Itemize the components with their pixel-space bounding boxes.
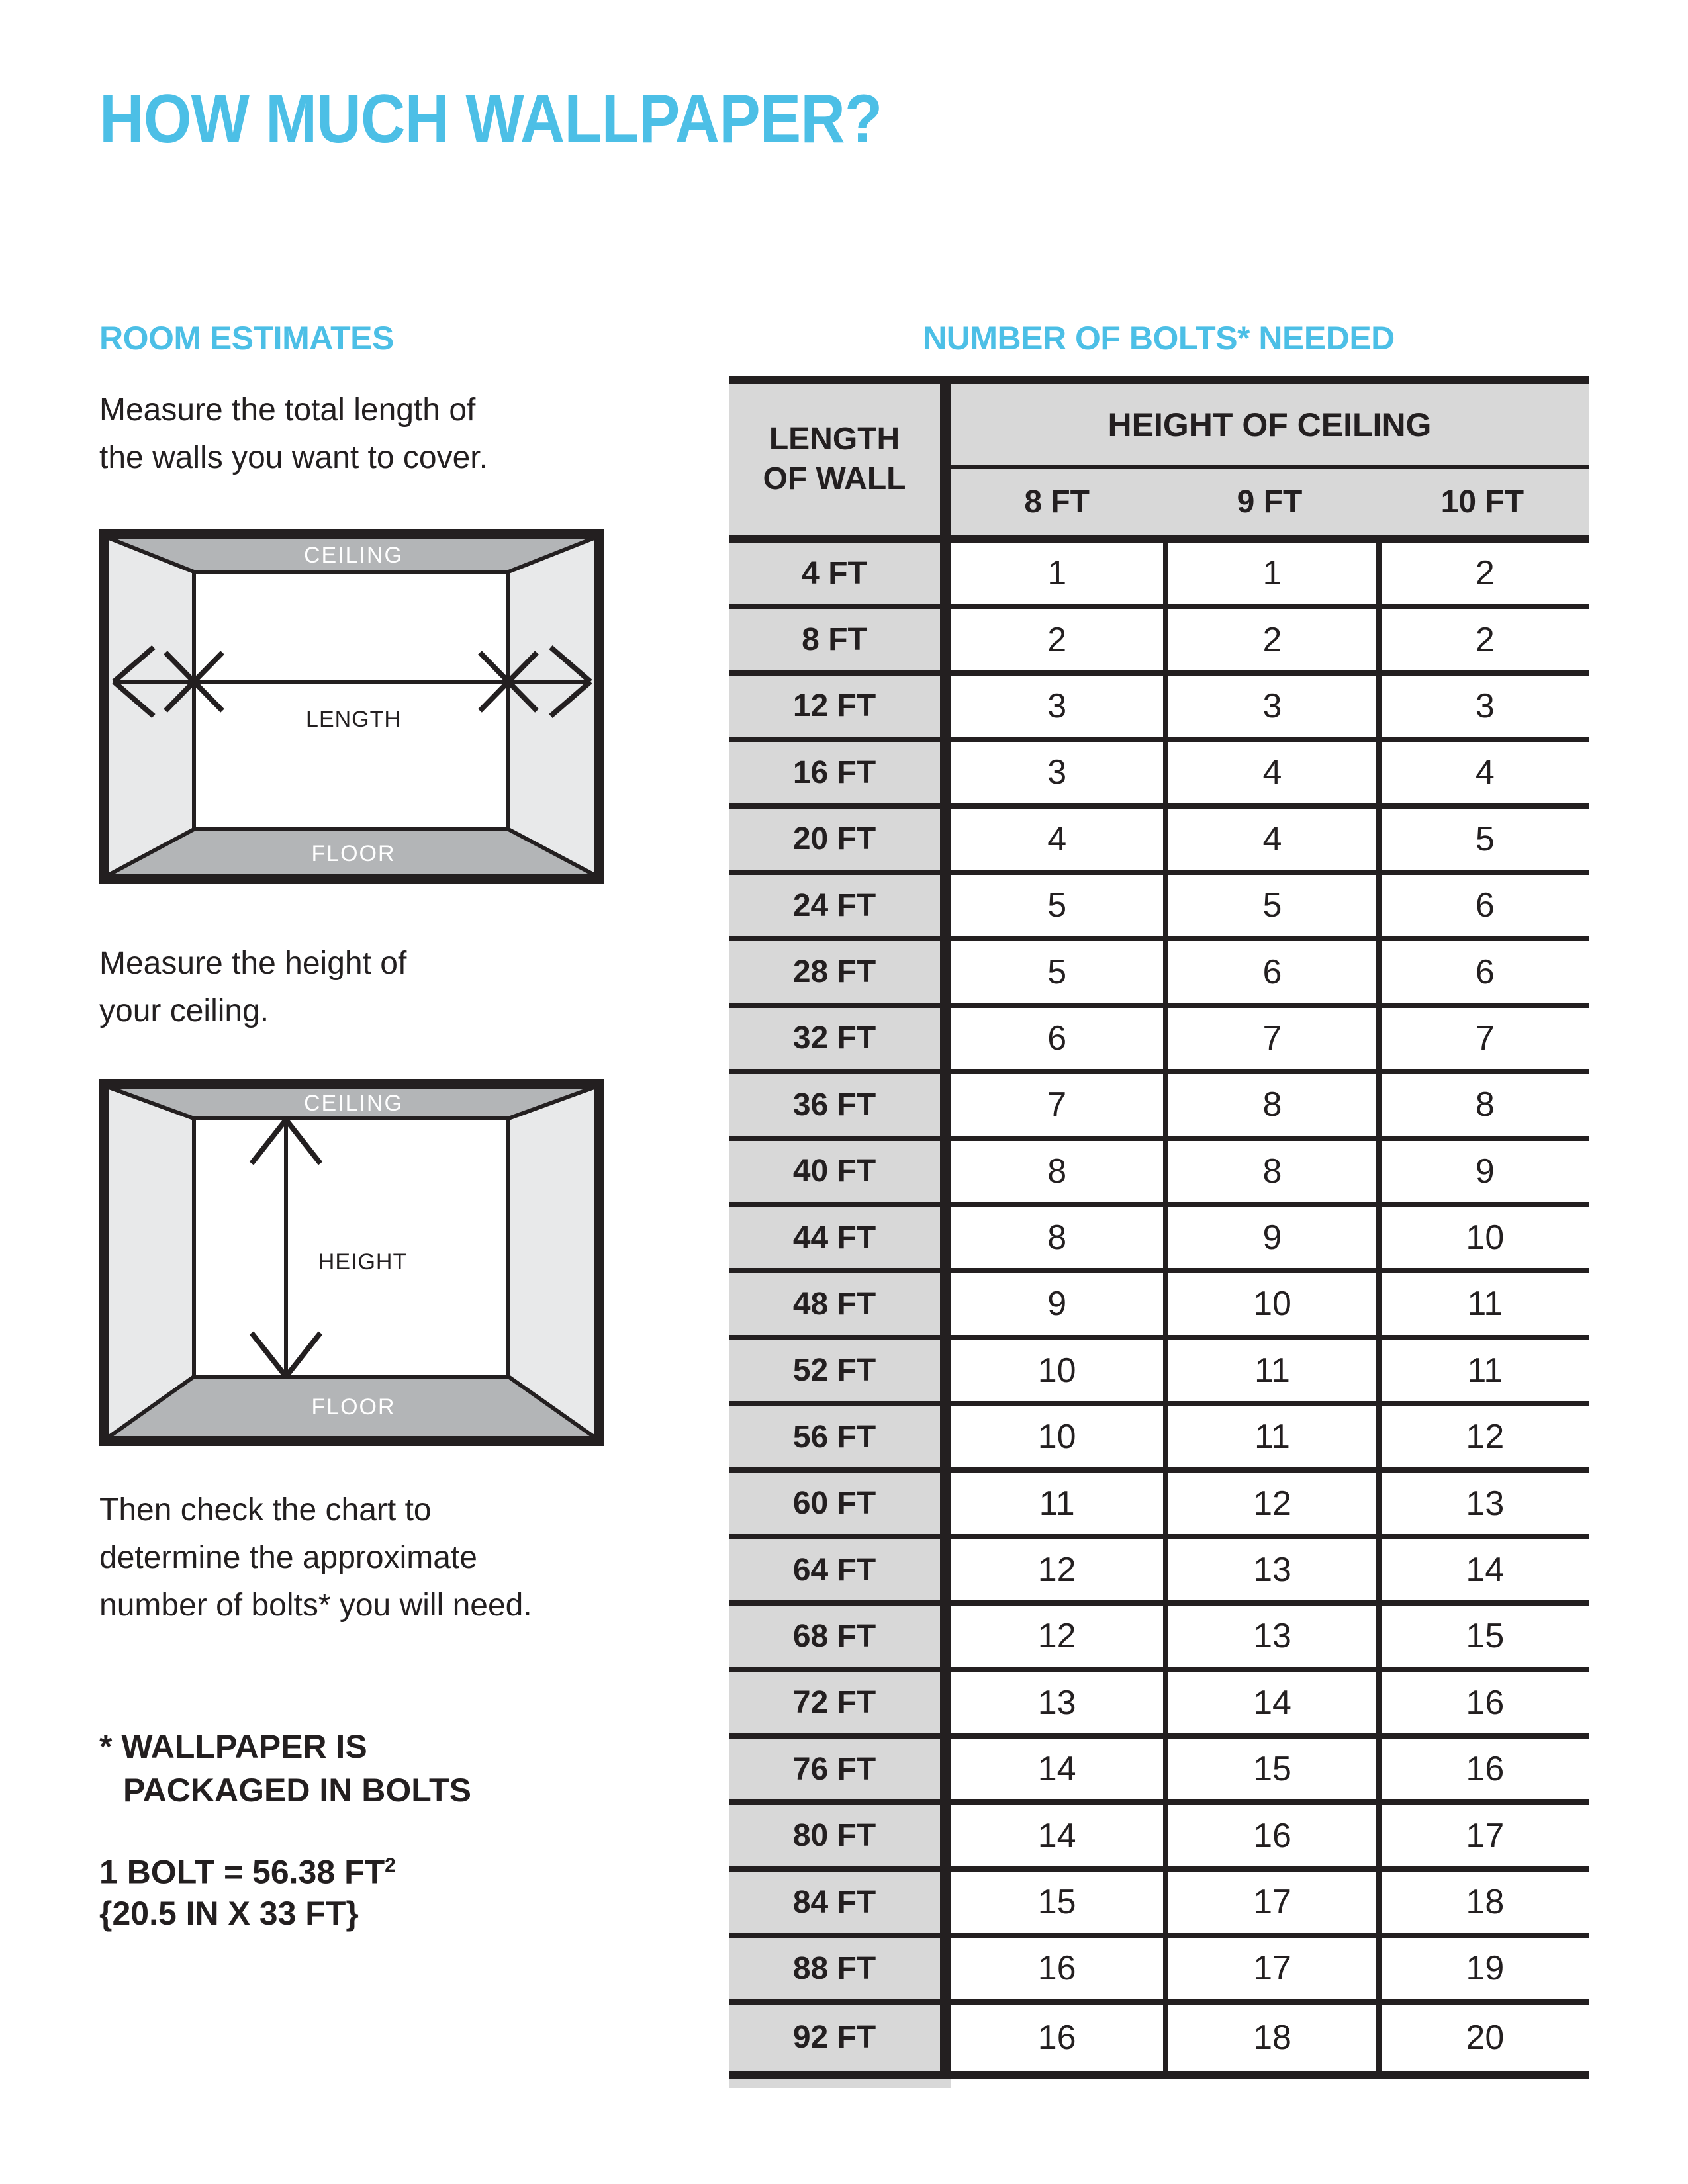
bolts-10ft-value: 13: [1376, 1473, 1589, 1533]
col-header-8ft: 8 FT: [1024, 484, 1090, 520]
instruction-check-chart: [99, 1486, 532, 1629]
bolts-10ft-value: 14: [1376, 1539, 1589, 1600]
instruction-measure-height: [99, 940, 406, 1035]
row-length-label: 92 FT: [729, 2005, 951, 2071]
table-footer-gray-tab: [729, 2079, 951, 2088]
bolts-10ft-value: 16: [1376, 1672, 1589, 1733]
instruction-line: Then check the chart to: [99, 1492, 432, 1527]
height-of-ceiling-header-cell: HEIGHT OF CEILING: [951, 384, 1589, 469]
bolts-8ft-value: 8: [951, 1141, 1163, 1202]
row-length-label: 16 FT: [729, 742, 951, 803]
table-header: [729, 384, 1589, 543]
row-length-label: 24 FT: [729, 875, 951, 936]
bolts-9ft-value: 15: [1163, 1739, 1376, 1799]
table-row: [729, 676, 1589, 742]
row-length-label: 52 FT: [729, 1340, 951, 1401]
bolts-9ft-value: 11: [1163, 1340, 1376, 1401]
table-row: [729, 1473, 1589, 1539]
bolts-8ft-value: 10: [951, 1340, 1163, 1401]
instruction-line: Measure the total length of: [99, 392, 476, 428]
bolts-9ft-value: 18: [1163, 2005, 1376, 2071]
row-length-label: 60 FT: [729, 1473, 951, 1533]
bolts-9ft-value: 12: [1163, 1473, 1376, 1533]
length-of-wall-header-cell: [729, 384, 951, 535]
row-length-label: 80 FT: [729, 1805, 951, 1866]
bolts-8ft-value: 5: [951, 941, 1163, 1002]
bolts-8ft-value: 6: [951, 1008, 1163, 1069]
table-row: [729, 1207, 1589, 1273]
table-row: [729, 1672, 1589, 1739]
table-row: [729, 875, 1589, 941]
height-of-ceiling-header-group: [951, 384, 1589, 535]
bolts-8ft-value: 10: [951, 1406, 1163, 1467]
row-length-label: 68 FT: [729, 1606, 951, 1666]
bolts-needed-table: [729, 376, 1589, 2088]
bolts-9ft-value: 5: [1163, 875, 1376, 936]
row-length-label: 12 FT: [729, 676, 951, 737]
bolts-10ft-value: 11: [1376, 1340, 1589, 1401]
col-header-9ft: 9 FT: [1237, 484, 1303, 520]
table-row: [729, 1805, 1589, 1871]
table-row: [729, 1340, 1589, 1406]
ceiling-label: CEILING: [303, 1091, 404, 1116]
bolts-8ft-value: 5: [951, 875, 1163, 936]
table-row: [729, 1406, 1589, 1473]
bolts-10ft-value: 17: [1376, 1805, 1589, 1866]
table-row: [729, 543, 1589, 609]
bolts-8ft-value: 3: [951, 676, 1163, 737]
ceiling-label: CEILING: [303, 543, 404, 568]
table-heading: NUMBER OF BOLTS* NEEDED: [923, 320, 1395, 357]
room-height-diagram: [99, 1079, 604, 1446]
room-length-diagram: [99, 529, 604, 884]
superscript-two: 2: [385, 1854, 396, 1876]
bolts-8ft-value: 15: [951, 1872, 1163, 1933]
bolts-10ft-value: 11: [1376, 1273, 1589, 1334]
bolts-8ft-value: 2: [951, 609, 1163, 670]
table-row: [729, 742, 1589, 808]
bolts-8ft-value: 16: [951, 1938, 1163, 1999]
bolt-dimensions: {20.5 IN X 33 FT}: [99, 1894, 359, 1932]
table-row: [729, 1008, 1589, 1074]
bolts-8ft-value: 16: [951, 2005, 1163, 2071]
row-length-label: 40 FT: [729, 1141, 951, 1202]
bolts-8ft-value: 12: [951, 1539, 1163, 1600]
bolts-8ft-value: 7: [951, 1074, 1163, 1135]
bolts-10ft-value: 8: [1376, 1074, 1589, 1135]
row-length-label: 84 FT: [729, 1872, 951, 1933]
bolts-10ft-value: 12: [1376, 1406, 1589, 1467]
instruction-line: Measure the height of: [99, 946, 407, 981]
bolts-8ft-value: 3: [951, 742, 1163, 803]
bolts-9ft-value: 8: [1163, 1074, 1376, 1135]
table-row: [729, 941, 1589, 1007]
bolts-8ft-value: 14: [951, 1805, 1163, 1866]
instruction-line: the walls you want to cover.: [99, 440, 488, 475]
bolts-9ft-value: 4: [1163, 809, 1376, 870]
instruction-measure-length: [99, 387, 488, 482]
instruction-line: number of bolts* you will need.: [99, 1588, 532, 1623]
bolts-9ft-value: 9: [1163, 1207, 1376, 1268]
bolts-10ft-value: 7: [1376, 1008, 1589, 1069]
ceiling-height-subheader-row: [951, 469, 1589, 535]
bolts-8ft-value: 11: [951, 1473, 1163, 1533]
bolts-9ft-value: 3: [1163, 676, 1376, 737]
left-wall-panel: [107, 537, 194, 876]
bolts-10ft-value: 18: [1376, 1872, 1589, 1933]
row-length-label: 28 FT: [729, 941, 951, 1002]
row-length-label: 20 FT: [729, 809, 951, 870]
back-wall-panel: [194, 572, 508, 829]
floor-label: FLOOR: [311, 841, 396, 866]
bolt-equation: 1 BOLT = 56.38 $FT^2$: [99, 1853, 396, 1891]
wallpaper-bolts-note: [99, 1725, 471, 1812]
bolts-8ft-value: 14: [951, 1739, 1163, 1799]
bolts-10ft-value: 15: [1376, 1606, 1589, 1666]
bolts-10ft-value: 9: [1376, 1141, 1589, 1202]
note-line: * WALLPAPER IS: [99, 1728, 367, 1765]
row-length-label: 56 FT: [729, 1406, 951, 1467]
table-row: [729, 1872, 1589, 1938]
bolts-10ft-value: 3: [1376, 676, 1589, 737]
bolts-10ft-value: 2: [1376, 543, 1589, 604]
bolts-10ft-value: 6: [1376, 941, 1589, 1002]
row-length-label: 32 FT: [729, 1008, 951, 1069]
bolts-8ft-value: 4: [951, 809, 1163, 870]
instruction-line: your ceiling.: [99, 993, 269, 1028]
bolts-9ft-value: 16: [1163, 1805, 1376, 1866]
bolts-9ft-value: 11: [1163, 1406, 1376, 1467]
page-title: HOW MUCH WALLPAPER?: [99, 81, 882, 158]
bolts-9ft-value: 7: [1163, 1008, 1376, 1069]
table-row: [729, 1273, 1589, 1340]
height-measure-label: HEIGHT: [318, 1250, 408, 1275]
bolts-10ft-value: 19: [1376, 1938, 1589, 1999]
header-line: LENGTH: [769, 422, 900, 457]
bolts-9ft-value: 1: [1163, 543, 1376, 604]
bolts-9ft-value: 13: [1163, 1539, 1376, 1600]
table-row: [729, 809, 1589, 875]
bolts-9ft-value: 4: [1163, 742, 1376, 803]
floor-label: FLOOR: [311, 1394, 396, 1420]
table-row: [729, 1938, 1589, 2004]
row-length-label: 76 FT: [729, 1739, 951, 1799]
row-length-label: 48 FT: [729, 1273, 951, 1334]
bolts-9ft-value: 14: [1163, 1672, 1376, 1733]
bolts-10ft-value: 20: [1376, 2005, 1589, 2071]
bolts-10ft-value: 10: [1376, 1207, 1589, 1268]
section-heading-room-estimates: ROOM ESTIMATES: [99, 320, 394, 357]
bolts-9ft-value: 17: [1163, 1938, 1376, 1999]
bolts-8ft-value: 12: [951, 1606, 1163, 1666]
note-line: PACKAGED IN BOLTS: [123, 1772, 471, 1809]
table-row: [729, 1739, 1589, 1805]
bolts-9ft-value: 10: [1163, 1273, 1376, 1334]
bolts-9ft-value: 8: [1163, 1141, 1376, 1202]
instruction-line: determine the approximate: [99, 1540, 477, 1575]
bolt-size-info: [99, 1845, 396, 1934]
bolts-10ft-value: 16: [1376, 1739, 1589, 1799]
table-row: [729, 1606, 1589, 1672]
bolts-8ft-value: 1: [951, 543, 1163, 604]
bolts-10ft-value: 6: [1376, 875, 1589, 936]
bolts-8ft-value: 13: [951, 1672, 1163, 1733]
bolts-9ft-value: 2: [1163, 609, 1376, 670]
table-row: [729, 1074, 1589, 1140]
bolts-9ft-value: 13: [1163, 1606, 1376, 1666]
table-row: [729, 609, 1589, 675]
header-line: OF WALL: [763, 461, 906, 496]
row-length-label: 72 FT: [729, 1672, 951, 1733]
row-length-label: 64 FT: [729, 1539, 951, 1600]
col-header-10ft: 10 FT: [1440, 484, 1524, 520]
table-row: [729, 1141, 1589, 1207]
bolts-8ft-value: 9: [951, 1273, 1163, 1334]
right-wall-panel: [508, 537, 596, 876]
length-measure-label: LENGTH: [306, 707, 401, 732]
bolts-9ft-value: 17: [1163, 1872, 1376, 1933]
row-length-label: 8 FT: [729, 609, 951, 670]
table-row: [729, 1539, 1589, 1606]
bolts-10ft-value: 4: [1376, 742, 1589, 803]
bolt-table-body: [729, 543, 1589, 2079]
row-length-label: 44 FT: [729, 1207, 951, 1268]
bolts-8ft-value: 8: [951, 1207, 1163, 1268]
bolts-9ft-value: 6: [1163, 941, 1376, 1002]
row-length-label: 88 FT: [729, 1938, 951, 1999]
bolts-10ft-value: 5: [1376, 809, 1589, 870]
table-top-border: [729, 376, 1589, 384]
row-length-label: 4 FT: [729, 543, 951, 604]
bolts-10ft-value: 2: [1376, 609, 1589, 670]
row-length-label: 36 FT: [729, 1074, 951, 1135]
table-row: [729, 2005, 1589, 2071]
back-wall-panel: [194, 1118, 508, 1377]
